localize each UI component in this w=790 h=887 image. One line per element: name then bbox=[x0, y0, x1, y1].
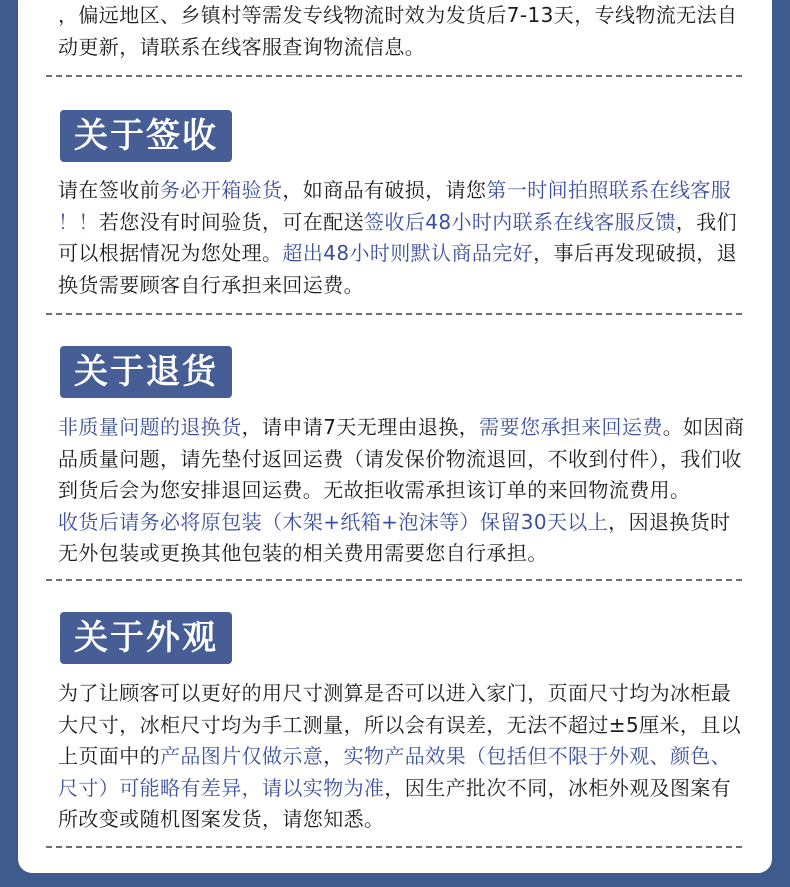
highlight-text: 务必开箱验货 bbox=[160, 178, 283, 202]
content-card bbox=[18, 0, 772, 873]
logistics-note-line-1: ，偏远地区、乡镇村等需发专线物流时效为发货后7-13天，专线物流无法自 bbox=[58, 3, 738, 27]
highlight-text: 第一时间拍照联系在线客服 bbox=[486, 178, 732, 202]
text-segment: ，请申请7天无理由退换， bbox=[241, 415, 480, 439]
text-segment: ，因生产批次不同，冰柜外观及图案有所改变或随机图案发货，请您知悉。 bbox=[58, 775, 732, 831]
text-segment: 。如因商品质量问题，请先垫付返回运费（请发保价物流退回，不收到付件），我们收到货后会为您安排退回运费。无故拒收需承担该订单的来回物流费用。 bbox=[58, 415, 745, 502]
text-segment: 若您没有时间验货，可在配送 bbox=[98, 209, 365, 234]
text-segment: 为了让顾客可以更好的用尺寸测算是否可以进入家门，页面尺寸均为冰柜最大尺寸，冰柜尺寸均为手工测量，所以会有误差，无法不超过±5厘米，且以上页面中的 bbox=[58, 681, 742, 768]
highlight-text: ！！ bbox=[58, 209, 99, 234]
text-segment: ，事后再发现破损，退换货需要顾客自行承担来回运费。 bbox=[58, 241, 738, 297]
text-segment: ，因退换货时无外包装或更换其他包装的相关费用需要您自行承担。 bbox=[58, 509, 731, 565]
divider bbox=[46, 846, 742, 848]
highlight-text: 收货后请务必将原包装（木架+纸箱+泡沫等）保留30天以上 bbox=[58, 509, 609, 534]
highlight-text: 超出48小时则默认商品完好 bbox=[282, 241, 534, 265]
text-segment: ， bbox=[323, 744, 344, 768]
sign-section-text bbox=[58, 175, 748, 301]
logistics-note-line-2: 动更新，请联系在线客服查询物流信息。 bbox=[58, 34, 426, 59]
appearance-section-text bbox=[58, 678, 748, 836]
text-segment: ，如商品有破损，请您 bbox=[282, 178, 487, 202]
highlight-text: 签收后48小时内联系在线客服反馈 bbox=[364, 209, 676, 234]
divider bbox=[46, 75, 742, 77]
logistics-note bbox=[58, 0, 748, 63]
divider bbox=[46, 579, 742, 581]
highlight-text: 需要您承担来回运费 bbox=[479, 415, 663, 439]
returns-section-text bbox=[58, 412, 748, 570]
appearance-section-title: 关于外观 bbox=[60, 612, 232, 664]
highlight-text: 非质量问题的退换货 bbox=[58, 415, 242, 439]
returns-section-title: 关于退货 bbox=[60, 346, 232, 398]
highlight-text: 实物产品效果（包括但不限于外观、颜色、尺寸）可能略有差异，请以实物为准 bbox=[58, 744, 732, 800]
divider bbox=[46, 313, 742, 315]
text-segment: 请在签收前 bbox=[58, 178, 160, 202]
highlight-text: 产品图片仅做示意 bbox=[160, 744, 324, 768]
text-segment: ，我们可以根据情况为您处理。 bbox=[58, 209, 738, 265]
sign-section-title: 关于签收 bbox=[60, 110, 232, 162]
